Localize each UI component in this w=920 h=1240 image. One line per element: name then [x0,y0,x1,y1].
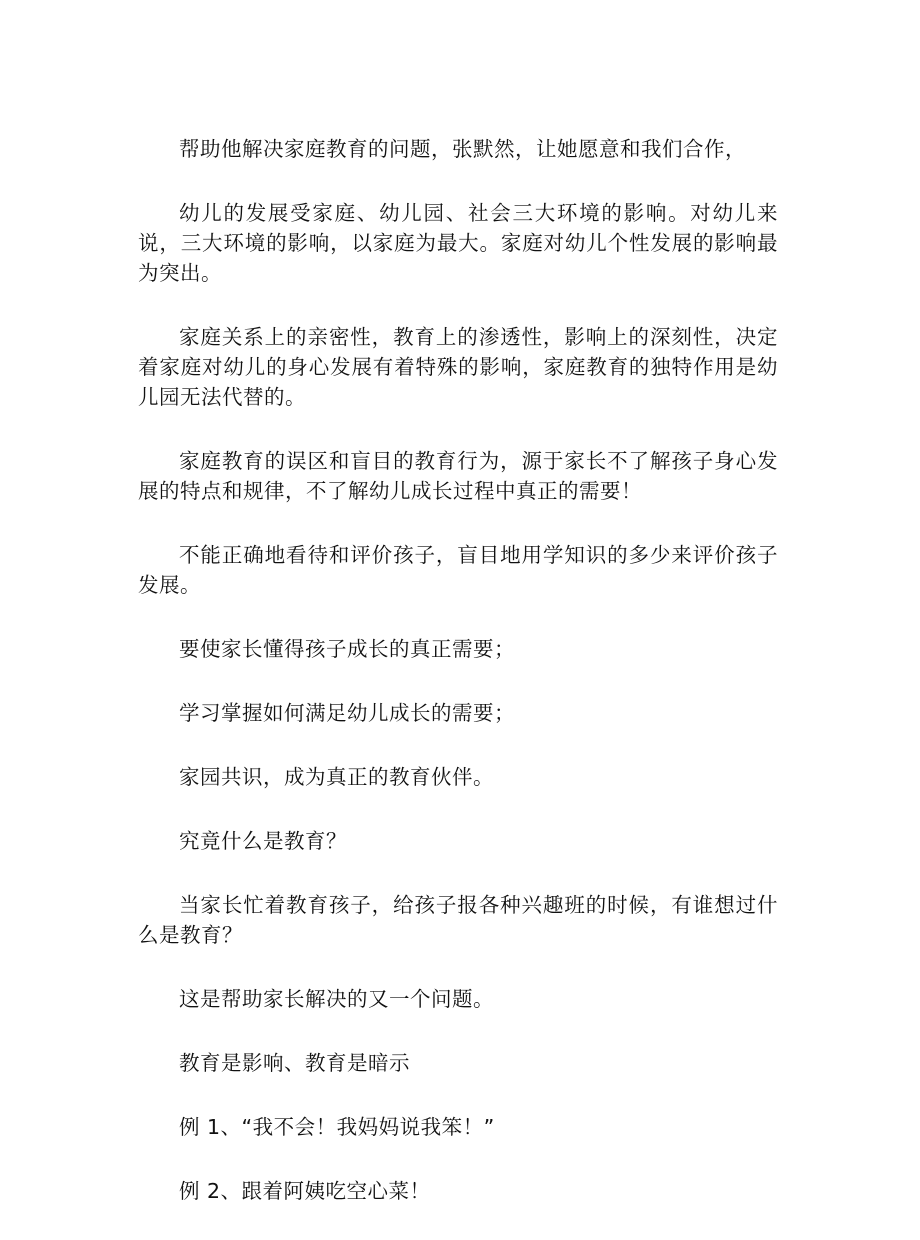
paragraph-4: 家庭教育的误区和盲目的教育行为，源于家长不了解孩子身心发展的特点和规律，不了解幼儿成长过程中真正的需要！ [138,449,778,503]
paragraph-12: 教育是影响、教育是暗示 [179,1051,410,1075]
paragraph-1: 帮助他解决家庭教育的问题，张默然，让她愿意和我们合作， [179,137,746,161]
paragraph-8: 家园共识，成为真正的教育伙伴。 [179,765,494,789]
paragraph-3: 家庭关系上的亲密性，教育上的渗透性，影响上的深刻性，决定着家庭对幼儿的身心发展有着特殊的影响，家庭教育的独特作用是幼儿园无法代替的。 [138,325,778,409]
paragraph-2: 幼儿的发展受家庭、幼儿园、社会三大环境的影响。对幼儿来说，三大环境的影响，以家庭为最大。家庭对幼儿个性发展的影响最为突出。 [138,201,778,285]
paragraph-10: 当家长忙着教育孩子，给孩子报各种兴趣班的时候，有谁想过什么是教育？ [138,893,778,947]
paragraph-13: 例 1、“我不会！我妈妈说我笨！” [179,1115,495,1139]
paragraph-9: 究竟什么是教育？ [179,829,347,853]
paragraph-11: 这是帮助家长解决的又一个问题。 [179,987,494,1011]
paragraph-7: 学习掌握如何满足幼儿成长的需要； [179,701,515,725]
paragraph-6: 要使家长懂得孩子成长的真正需要； [179,637,515,661]
paragraph-14: 例 2、跟着阿姨吃空心菜！ [179,1179,431,1203]
paragraph-5: 不能正确地看待和评价孩子，盲目地用学知识的多少来评价孩子发展。 [138,543,778,597]
document-body [138,134,778,1240]
